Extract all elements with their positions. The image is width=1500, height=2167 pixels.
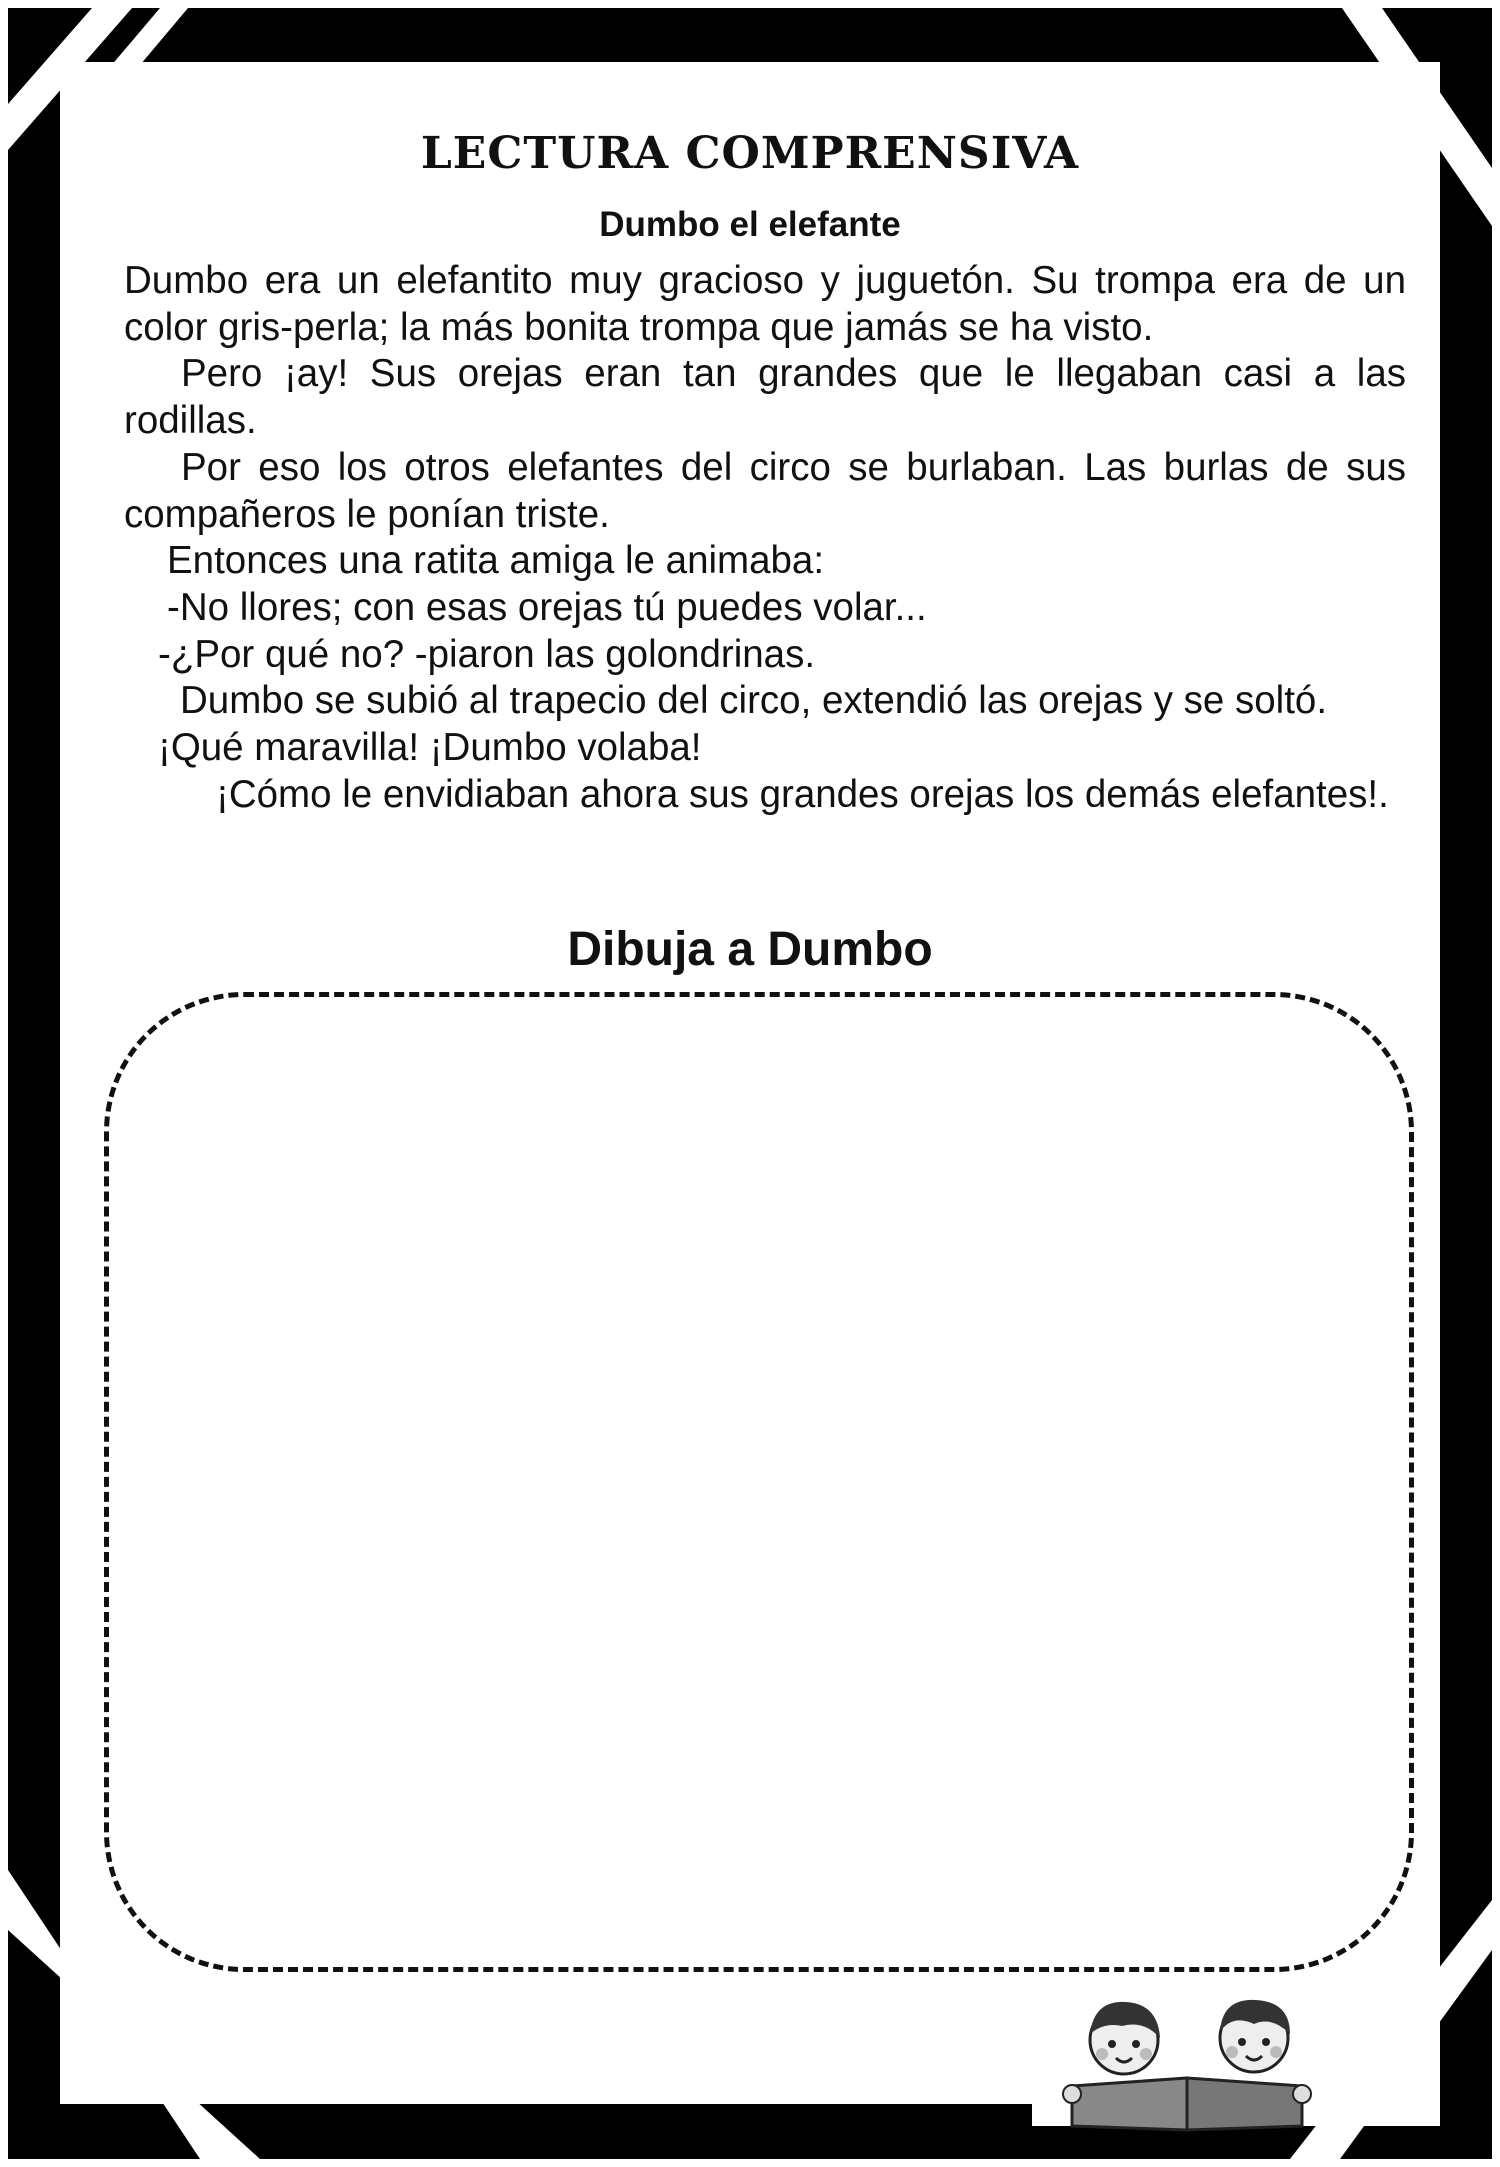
drawing-area[interactable] [104, 992, 1414, 1972]
drawing-prompt: Dibuja a Dumbo [567, 923, 933, 976]
story-title: Dumbo el elefante [599, 205, 901, 244]
story-paragraph: -No llores; con esas orejas tú puedes volar... [167, 585, 927, 629]
story-paragraph: Pero ¡ay! Sus orejas eran tan grandes que le llegaban casi a las rodillas. [124, 352, 1406, 443]
story-paragraph: ¡Qué maravilla! ¡Dumbo volaba! [158, 726, 702, 770]
story-paragraph: Por eso los otros elefantes del circo se burlaban. Las burlas de sus compañeros le ponían triste. [124, 445, 1406, 536]
children-reading-icon [1032, 1982, 1342, 2132]
story-paragraph: Entonces una ratita amiga le animaba: [167, 539, 825, 583]
story-paragraph: Dumbo era un elefantito muy gracioso y juguetón. Su trompa era de un color gris-perla; la más bonita trompa que jamás se ha visto. [124, 259, 1406, 349]
story-paragraph: ¡Cómo le envidiaban ahora sus grandes orejas los demás elefantes!. [216, 772, 1389, 816]
story-text [124, 258, 1406, 818]
story-paragraph: Dumbo se subió al trapecio del circo, extendió las orejas y se soltó. [180, 679, 1328, 723]
worksheet-title: LECTURA COMPRENSIVA [420, 128, 1080, 179]
story-paragraph: -¿Por qué no? -piaron las golondrinas. [158, 632, 816, 676]
